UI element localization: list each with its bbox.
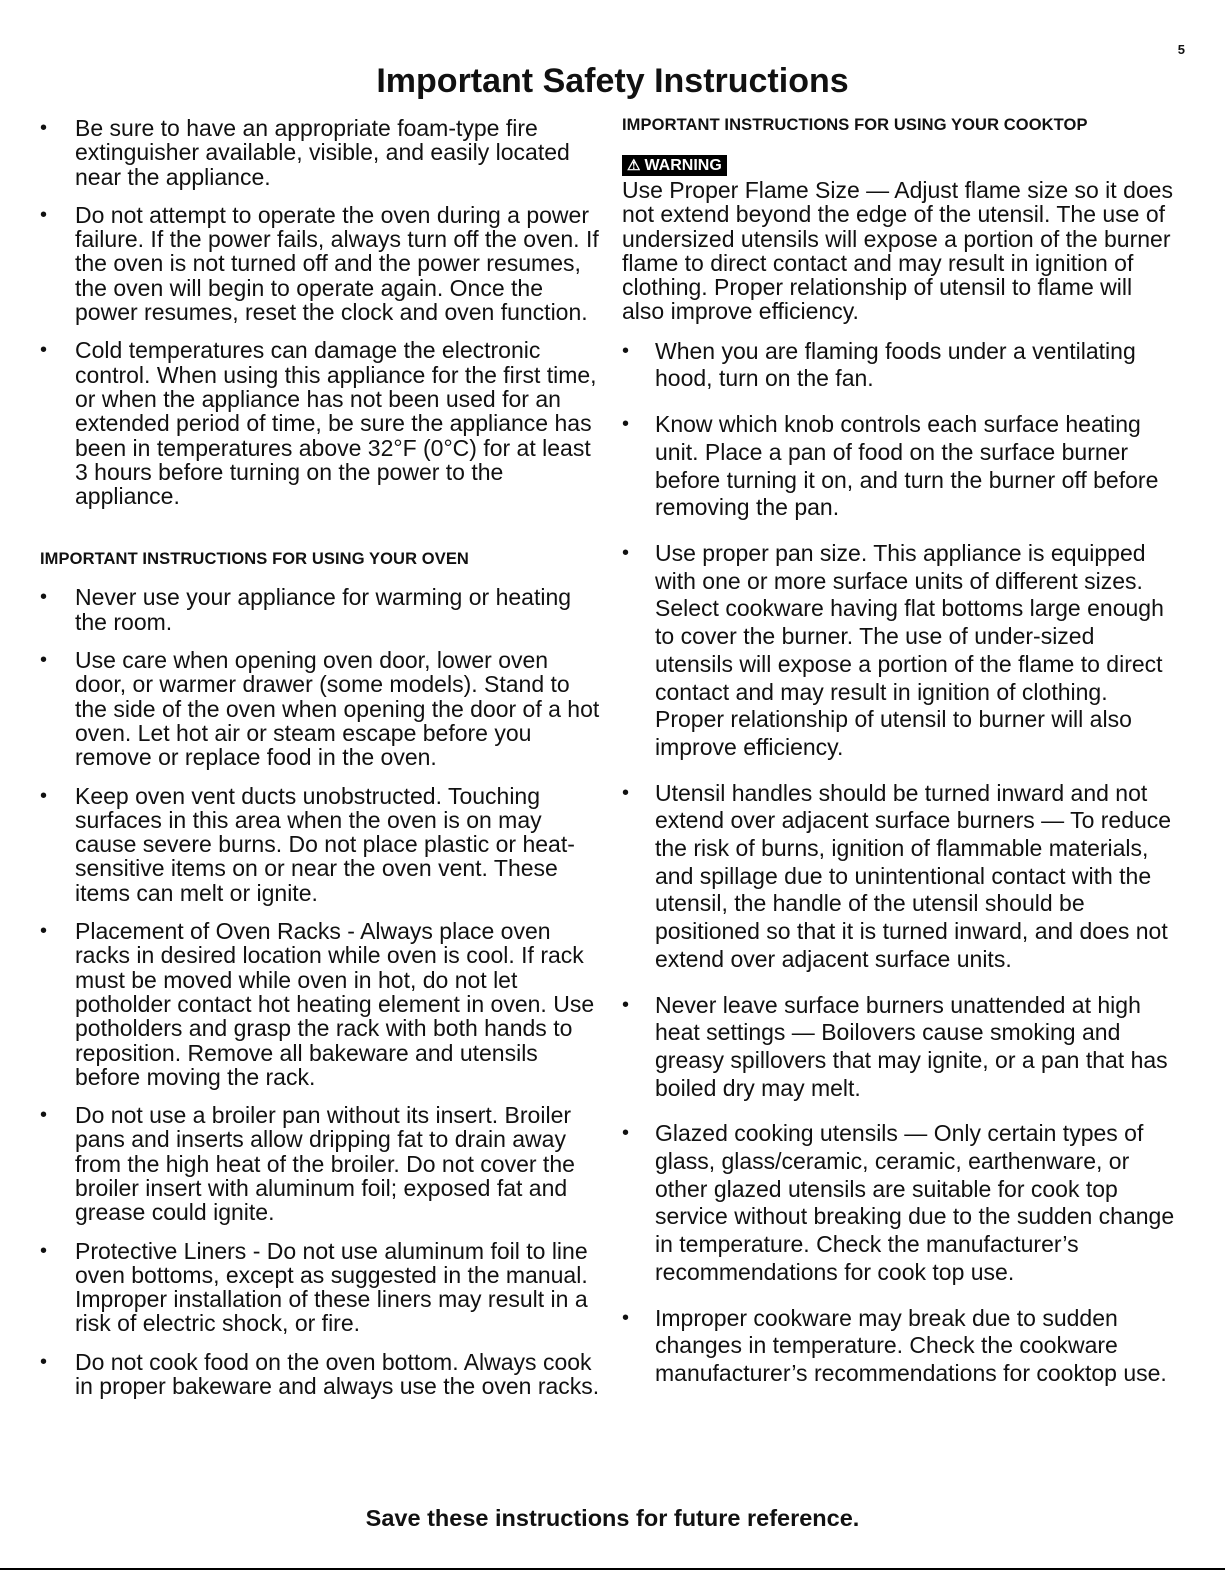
list-item: • Keep oven vent ducts unobstructed. Touching surfaces in this area when the oven is on may cause severe burns. Do not place plastic or heat-sensitive items on or near the oven vent. These items can melt or ignite. <box>40 784 600 905</box>
oven-list <box>40 585 600 1398</box>
warning-badge <box>622 155 727 176</box>
list-item: • Never leave surface burners unattended at high heat settings — Boilovers cause smoking and greasy spillovers that may ignite, or a pan that has boiled dry may melt. <box>622 992 1177 1103</box>
left-column <box>40 116 600 1412</box>
list-item: • Protective Liners - Do not use aluminum foil to line oven bottoms, except as suggested in the manual. Improper installation of these liners may result in a risk of electric shock, or fire. <box>40 1239 600 1336</box>
warning-label: WARNING <box>644 157 722 174</box>
intro-list <box>40 116 600 508</box>
list-item: • Use care when opening oven door, lower oven door, or warmer drawer (some models). Stand to the side of the oven when opening the door of a hot oven. Let hot air or steam escape before you remove or replace food in the oven. <box>40 648 600 769</box>
list-item: • Do not attempt to operate the oven during a power failure. If the power fails, always turn off the oven. If the oven is not turned off and the power resumes, the oven will begin to operate again. Once the power resumes, reset the clock and oven function. <box>40 203 600 324</box>
list-item: • Improper cookware may break due to sudden changes in temperature. Check the cookware manufacturer’s recommendations for cooktop use. <box>622 1305 1177 1388</box>
oven-section-heading: IMPORTANT INSTRUCTIONS FOR USING YOUR OVEN <box>40 550 469 569</box>
list-item: • Use proper pan size. This appliance is equipped with one or more surface units of different sizes. Select cookware having flat bottoms large enough to cover the burner. The use of under-sized utensils will expose a portion of the flame to direct contact and may result in ignition of clothing. Proper relationship of utensil to burner will also improve efficiency. <box>622 540 1177 762</box>
list-item: • Never use your appliance for warming or heating the room. <box>40 585 600 634</box>
list-item: • Do not cook food on the oven bottom. Always cook in proper bakeware and always use the oven racks. <box>40 1350 600 1399</box>
warning-text: Use Proper Flame Size — Adjust flame size so it does not extend beyond the edge of the utensil. The use of undersized utensils will expose a portion of the burner flame to direct contact and may result in ignition of clothing. Proper relationship of utensil to flame will also improve efficiency. <box>622 177 1173 325</box>
list-item: • Glazed cooking utensils — Only certain types of glass, glass/ceramic, ceramic, earthenware, or other glazed utensils are suitable for cook top service without breaking due to the sudden change in temperature. Check the manufacturer’s recommendations for cook top use. <box>622 1120 1177 1286</box>
list-item: • Know which knob controls each surface heating unit. Place a pan of food on the surface burner before turning it on, and turn the burner off before removing the pan. <box>622 411 1177 522</box>
page-number: 5 <box>1177 42 1185 57</box>
cooktop-section-heading: IMPORTANT INSTRUCTIONS FOR USING YOUR COOKTOP <box>622 116 1088 134</box>
list-item: • Placement of Oven Racks - Always place oven racks in desired location while oven is cool. If rack must be moved while oven in hot, do not let potholder contact hot heating element in oven. Use potholders and grasp the rack with both hands to reposition. Remove all bakeware and utensils before moving the rack. <box>40 919 600 1089</box>
footer-note: Save these instructions for future reference. <box>365 1505 860 1531</box>
list-item: • Cold temperatures can damage the electronic control. When using this appliance for the first time, or when the appliance has not been used for an extended period of time, be sure the appliance has been in temperatures above 32°F (0°C) for at least 3 hours before turning on the power to the appliance. <box>40 338 600 508</box>
right-column <box>622 116 1177 1406</box>
list-item: • Be sure to have an appropriate foam-type fire extinguisher available, visible, and easily located near the appliance. <box>40 116 600 189</box>
list-item: • When you are flaming foods under a ventilating hood, turn on the fan. <box>622 338 1177 393</box>
warning-triangle-icon: ⚠ <box>627 157 641 174</box>
page-title: Important Safety Instructions <box>376 62 849 100</box>
cooktop-list <box>622 338 1177 1388</box>
list-item: • Utensil handles should be turned inward and not extend over adjacent surface burners — To reduce the risk of burns, ignition of flammable materials, and spillage due to unintentional contact with the utensil, the handle of the utensil should be positioned so that it is turned inward, and does not extend over adjacent surface units. <box>622 780 1177 974</box>
list-item: • Do not use a broiler pan without its insert. Broiler pans and inserts allow dripping fat to drain away from the high heat of the broiler. Do not cover the broiler insert with aluminum foil; exposed fat and grease could ignite. <box>40 1103 600 1224</box>
bottom-divider <box>0 1568 1225 1570</box>
